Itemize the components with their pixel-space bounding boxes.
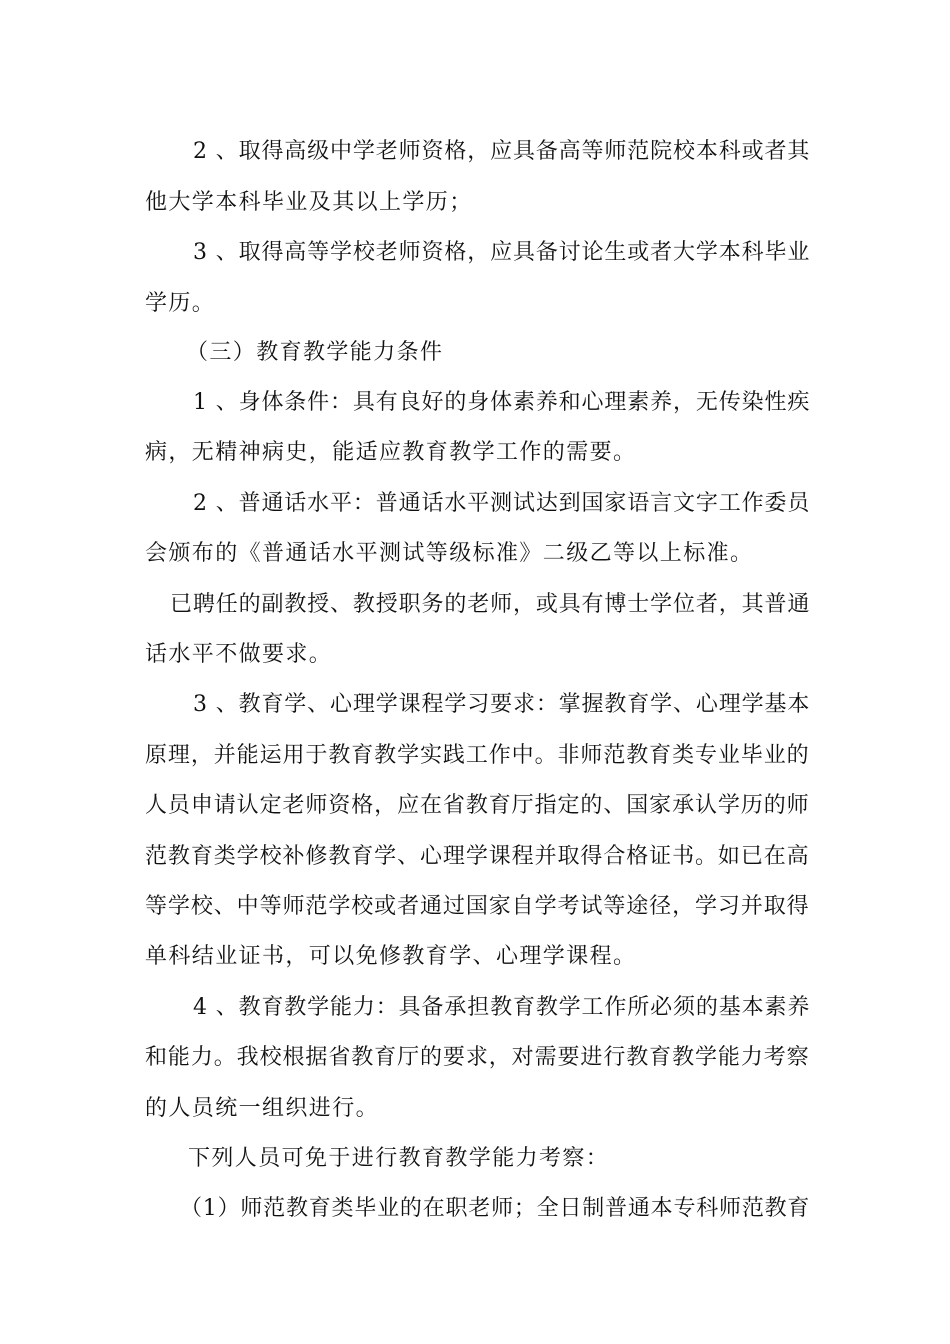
paragraph-line: 下列人员可免于进行教育教学能力考察： [188, 1146, 610, 1171]
paragraph-line: （1）师范教育类毕业的在职老师；全日制普通本专科师范教育 [180, 1196, 811, 1221]
paragraph-line: 的人员统一组织进行。 [145, 1096, 380, 1121]
paragraph-line: 人员申请认定老师资格，应在省教育厅指定的、国家承认学历的师 [145, 793, 810, 818]
paragraph-line: 3 、教育学、心理学课程学习要求：掌握教育学、心理学基本 [193, 692, 811, 717]
paragraph-line: 学历。 [145, 291, 216, 316]
paragraph-line: 原理，并能运用于教育教学实践工作中。非师范教育类专业毕业的 [145, 743, 810, 768]
paragraph-line: 2 、取得高级中学老师资格，应具备高等师范院校本科或者其 [193, 139, 811, 164]
paragraph-line: 范教育类学校补修教育学、心理学课程并取得合格证书。如已在高 [145, 844, 810, 869]
paragraph-line: 4 、教育教学能力：具备承担教育教学工作所必须的基本素养 [193, 995, 811, 1020]
paragraph-line: 1 、身体条件：具有良好的身体素养和心理素养，无传染性疾 [193, 390, 811, 415]
paragraph-line: 他大学本科毕业及其以上学历； [145, 190, 473, 215]
paragraph-line: 单科结业证书，可以免修教育学、心理学课程。 [145, 944, 637, 969]
section-heading: （三）教育教学能力条件 [186, 340, 444, 365]
paragraph-line: 话水平不做要求。 [145, 642, 333, 667]
paragraph-line: 2 、普通话水平：普通话水平测试达到国家语言文字工作委员 [193, 491, 811, 516]
paragraph-line: 已聘任的副教授、教授职务的老师，或具有博士学位者，其普通 [170, 592, 811, 617]
paragraph-line: 等学校、中等师范学校或者通过国家自学考试等途径，学习并取得 [145, 894, 810, 919]
paragraph-line: 3 、取得高等学校老师资格，应具备讨论生或者大学本科毕业 [193, 240, 811, 265]
paragraph-line: 会颁布的《普通话水平测试等级标准》二级乙等以上标准。 [145, 541, 754, 566]
paragraph-line: 和能力。我校根据省教育厅的要求，对需要进行教育教学能力考察 [145, 1045, 810, 1070]
paragraph-line: 病，无精神病史，能适应教育教学工作的需要。 [145, 440, 637, 465]
